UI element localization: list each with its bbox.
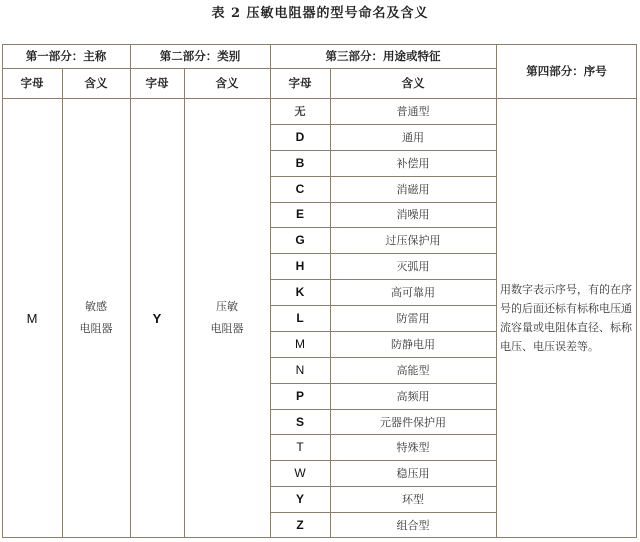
header-part1: 第一部分：主称: [25, 49, 107, 63]
header-part2: 第二部分：类别: [159, 49, 241, 63]
part4-description: [496, 98, 637, 538]
part3-row-letter: E: [295, 207, 304, 222]
header-part3: 第三部分：用途或特征: [325, 49, 441, 63]
part3-row-meaning: 特殊型: [396, 441, 430, 455]
part3-row-meaning: 普通型: [396, 104, 430, 118]
part3-row-letter: N: [295, 362, 305, 377]
part3-row-meaning: 灭弧用: [396, 260, 430, 274]
part3-row-letter: T: [296, 440, 304, 455]
part4-text: 用数字表示序号，有的在序号的后面还标有标称电压通流容量或电阻体直径、标称电压、电压误差等。: [500, 283, 632, 353]
part3-row-meaning: 消磁用: [396, 182, 430, 196]
part3-row-letter: P: [295, 388, 304, 403]
part3-row-meaning: 防雷用: [396, 311, 430, 325]
part3-row-letter: K: [295, 285, 305, 300]
header-part3-meaning: 含义: [401, 76, 425, 90]
part3-row-letter: C: [295, 181, 305, 196]
part3-row-meaning: 组合型: [396, 519, 430, 533]
part3-row-meaning: 元器件保护用: [380, 415, 446, 429]
part2-letter: Y: [152, 310, 162, 326]
table-title: 表 2 压敏电阻器的型号命名及含义: [211, 6, 429, 21]
part3-row-meaning: 高能型: [396, 363, 430, 377]
part3-row-meaning: 消噪用: [396, 208, 430, 222]
part3-row-meaning: 稳压用: [396, 467, 430, 481]
part3-row-letter: H: [295, 259, 305, 274]
part2-meaning: [184, 98, 270, 538]
header-part4: 第四部分：序号: [526, 64, 607, 78]
header-part2-letter: 字母: [145, 76, 169, 90]
header-part3-letter: 字母: [288, 76, 312, 90]
header-part2-meaning: 含义: [215, 76, 239, 90]
model-naming-table: [0, 44, 640, 538]
part3-row-letter: G: [295, 233, 305, 248]
part1-meaning-line2: 电阻器: [79, 322, 113, 335]
part3-row-letter: L: [296, 310, 304, 325]
part3-row-letter: M: [295, 336, 305, 351]
part3-row-letter: S: [295, 414, 304, 429]
part3-row-meaning: 高可靠用: [391, 286, 435, 300]
part1-meaning: [62, 98, 130, 538]
part3-row-meaning: 补偿用: [396, 156, 430, 170]
part3-row-meaning: 环型: [402, 493, 424, 507]
part3-row-letter: W: [294, 466, 306, 481]
part2-meaning-line2: 电阻器: [210, 322, 244, 335]
part3-row-letter: 无: [294, 104, 306, 118]
part3-row-letter: Z: [296, 518, 304, 533]
part3-row-letter: Y: [295, 492, 304, 507]
part3-row-meaning: 通用: [402, 130, 424, 144]
part3-row-meaning: 过压保护用: [385, 234, 441, 248]
header-part1-meaning: 含义: [84, 76, 108, 90]
header-part1-letter: 字母: [20, 76, 44, 90]
part3-row-letter: D: [295, 129, 305, 144]
part1-meaning-line1: 敏感: [85, 300, 107, 313]
part3-row-letter: B: [295, 155, 305, 170]
part1-letter: M: [26, 310, 38, 326]
part3-row-meaning: 防静电用: [391, 337, 435, 351]
part3-row-meaning: 高频用: [396, 389, 430, 403]
part2-meaning-line1: 压敏: [216, 300, 238, 313]
